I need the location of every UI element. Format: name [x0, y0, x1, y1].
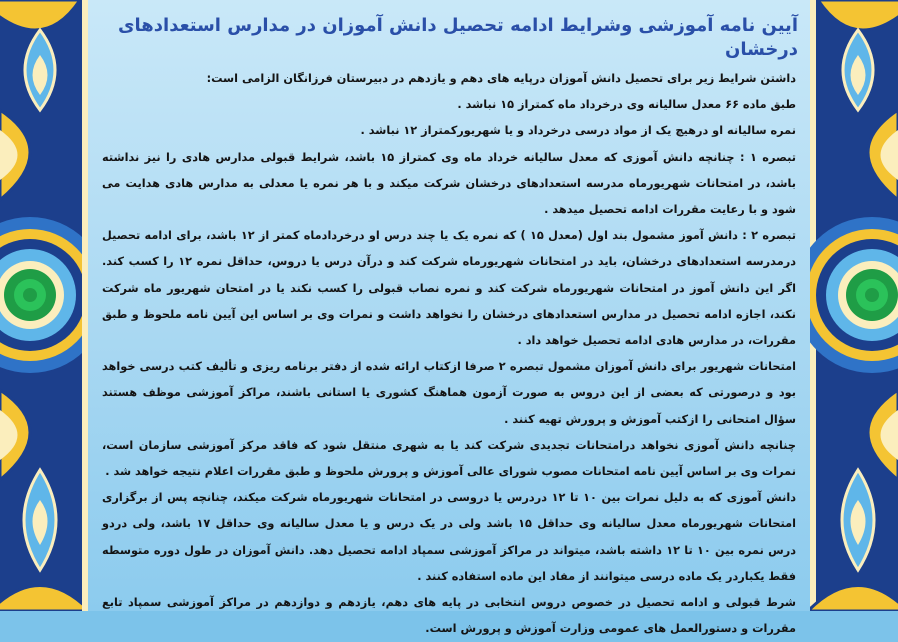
paragraph: طبق ماده ۶۶ معدل سالیانه وی درخرداد ماه کمتراز ۱۵ نباشد .	[457, 98, 796, 112]
paragraph: امتحانات شهریور برای دانش آموزان مشمول تبصره ۲ صرفا ازکتاب ارائه شده از دفتر برنامه ریزی و تألیف کتب درسی خواهد بود و درصورتی که بعضی از این دروس به صورت آزمون هماهنگ کشوری یا استانی باشند، مراکز آموزشی موظف هستند سؤال امتحانی را ازکتب آموزش و پرورش تهیه کنند .	[102, 360, 796, 426]
paragraph: دانش آموزی که به دلیل نمرات بین ۱۰ تا ۱۲ دردرس یا دروسی در امتحانات شهریورماه شرکت میکند، چنانچه پس از برگزاری امتحانات شهریورماه معدل سالیانه وی حداقل ۱۵ باشد ولی در یک درس و یا معدل سالیانه وی حداقل ۱۷ باشد، ولی دردو درس نمره بین ۱۰ تا ۱۲ داشته باشد، میتواند در مراکز آموزشی سمپاد ادامه تحصیل دهد. دانش آموزان در طول دوره متوسطه فقط یکباردر یک ماده درسی میتوانند از مفاد این ماده استفاده کنند .	[102, 491, 796, 583]
left-decorative-border	[0, 0, 88, 611]
paragraph: تبصره ۱ : چنانچه دانش آموزی که معدل سالیانه خرداد ماه وی کمتراز ۱۵ باشد، شرایط قبولی مدارس هادی را نیز نداشته باشد، در امتحانات شهریورماه مدرسه استعدادهای درخشان شرکت میکند و با هر نمره یا معدلی به مدارس هادی هدایت می شود و با رعایت مقررات ادامه تحصیل میدهد .	[102, 150, 796, 217]
right-decorative-border	[810, 0, 898, 611]
page-title: آیین نامه آموزشی وشرایط ادامه تحصیل دانش آموزان در مدارس استعدادهای درخشان	[118, 15, 798, 60]
paragraph: نمره سالیانه او درهیچ یک از مواد درسی درخرداد و یا شهریورکمتراز ۱۲ نباشد .	[360, 124, 796, 138]
paragraph: شرط قبولی و ادامه تحصیل در خصوص دروس انتخابی در پایه های دهم، یازدهم و دوازدهم در مراکز آموزشی سمپاد تابع مقررات و دستورالعمل های عمومی وزارت آموزش و پرورش است.	[102, 596, 796, 636]
mandala-ornament-icon	[810, 0, 898, 611]
document-body	[102, 66, 796, 642]
paragraph: داشتن شرایط زیر برای تحصیل دانش آموزان درپایه های دهم و یازدهم در دبیرستان فرزانگان الزامی است:	[206, 72, 796, 85]
mandala-ornament-icon	[0, 0, 88, 611]
paragraph: چنانچه دانش آموزی نخواهد درامتحانات تجدیدی شرکت کند یا به شهری منتقل شود که فاقد مرکز آموزشی سازمان است، نمرات وی بر اساس آیین نامه امتحانات مصوب شورای عالی آموزش و پرورش ملحوظ و طبق مقررات اعلام نتیجه خواهد شد .	[102, 438, 796, 479]
paragraph: تبصره ۲ : دانش آموز مشمول بند اول (معدل ۱۵ ) که نمره یک یا چند درس او درخردادماه کمتر از ۱۲ باشد، برای ادامه تحصیل درمدرسه استعدادهای درخشان، باید در امتحانات شهریورماه شرکت کند و درآن درس یا دروس، حداقل نمره ۱۲ را کسب کند. اگر این دانش آموز در امتحانات شهریورماه شرکت کند و نمره نصاب قبولی را کسب نکند یا در امتحان شهریور ماه شرکت نکند، اجازه ادامه تحصیل در مدارس استعدادهای درخشان را نخواهد داشت و نمرات وی بر اساس این آیین نامه ملحوظ و طبق مقررات، در مدارس هادی ادامه تحصیل خواهد داد .	[102, 229, 797, 348]
content-panel	[88, 0, 810, 636]
